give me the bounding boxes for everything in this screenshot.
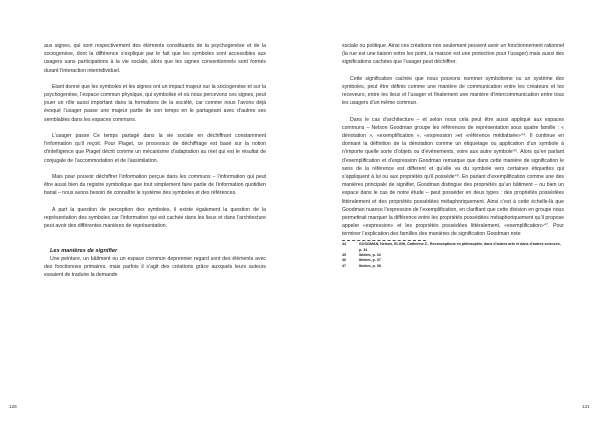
left-page <box>44 42 266 279</box>
body-paragraph: A part la question de perception des symboles, il existe également la question de la représentation des symboles car l’information qui est cachée dans les lieux et dans l’architecture peut avoir des différentes manières de représentation. <box>44 206 266 230</box>
footnote-number: 45 <box>342 253 346 258</box>
footnote <box>342 242 564 253</box>
body-paragraph: aux signes, qui sont respectivement des éléments constituants de la psychogenèse et de la sociogenèse, dont la différence s’explique par le fait que les symboles sont accessibles aux usagers sans participations à la vie sociale, alors que les signes conventionnels sont formés durant l’interaction interindividuel. <box>44 43 266 74</box>
body-paragraph: Dans le cas d’architecture – et selon nous cela peut être aussi appliqué aux espaces communs – Nelson Goodman groupe les références de représentation sous quatre famille : « dénotation », «exemplification », «expression »et «référence médiatisée»⁴⁴. Il continue en donnant la définition de la dénotation comme un étiquetage ou application d’un symbole à n’importe quelle sorte d’objets ou d’événements, voire aux autre symbole⁴⁵. Alors qu’en parlant d’exemplification et d’expression Goodman remarque que dans cette manière de signification le sens de la référence est different et qu’elle va du symbole vers certaines étiquettes qui s’appliquent à lui ou aux propriétés qu’il possède⁴⁶. En parlant d’exemplification comme une des manières principale de signifier, Goodman distingue des propriétés qu’un bâtiment – ou bien un espace dans le cas de notre étude – peut posséder en deux types : des propriétés possédées littéralement et des propriétés possédées métaphoriquement. Ainsi c’est à cette échelle-là que Goodman nuance l’expression de l’exemplification, en clarifiant que cette division en groupe nous permettrait marquer la différence entre les propriétés possédées métaphoriquement qu’il propose appeler «expression» et les propriétés possédées littéralement, «exemplification»⁴⁷. Pour terminer l’explication des familles des manières de signification Goodman note <box>342 116 564 238</box>
footnote-text: Ibidem, p. 37 <box>359 258 381 263</box>
footnote-number: 44 <box>342 242 346 247</box>
footnote-text: Ibidem, p. 38 <box>359 263 381 268</box>
body-paragraph: L’usager passe Ce temps partagé dans la vie sociale en déchiffrant constamment l’information qu’il reçoit. Pour Piaget, ce processus de déchiffrage est basé sur la notion d’intelligence que Piaget décrit comme un mécanisme d’adaptation au réel qui est le résultat de conjugale de l’accommodation et de l’assimilation. <box>44 133 266 164</box>
footnote-text: GOODMAN, Nelson, ELGIN, Catherine Z., Reconceptions en philosophie, dans d’autres arts et dans d’autres sciences, p. 34 <box>359 242 561 252</box>
body-paragraph: sociale ou politique. Ainsi ces créations non seulement peuvent avoir un fonctionnement rationnel (la rue est une liaison entre les point, la maison est une protection pour l’usager) mais aussi des significations cachées que l’usager peut déchiffrer. <box>342 43 564 66</box>
right-page <box>342 42 564 269</box>
page-number-left: 128 <box>9 404 17 409</box>
footnote-rule <box>342 240 426 241</box>
footnote-number: 47 <box>342 263 346 268</box>
footnote <box>342 264 564 269</box>
page-number-right: 131 <box>582 404 590 409</box>
body-paragraph: Mais pour pouvoir déchiffrer l’information perçue dans les communs – l’information qui peut être aussi bien du registre symbolique que tout simplement faire partie de l’information quotidien banal – nous avons besoin de connaître le système des symboles et des références. <box>44 173 266 197</box>
footnote-text: Ibidem, p. 34 <box>359 253 381 258</box>
footnote-number: 46 <box>342 258 346 263</box>
body-paragraph: Cette signification cachée que nous pouvons nommer symbolisme ou un système des symboles, peut être définis comme une manière de communication entre les créateurs et les receveurs, entre les lieux et l’usager et finalement une manière d’intercommunication entre tous les usagers d’un même commun. <box>342 75 564 107</box>
body-paragraph: Etant donné que les symboles et les signes ont un impact majeur sur la sociogenèse et sur la psychogenèse, l’espace commun physique, qui symbolise et où nous percevons ces signes, peut jouer un rôle aussi important dans la formations de la société, car comme nous l’avons déjà évoqué l’usager passe une majeur partie de son temps en le partageant avec d’autres ses semblables dans les espaces communs. <box>44 83 266 123</box>
footnotes <box>342 242 564 268</box>
body-paragraph: Une peinture, un bâtiment ou un espace commun deprennier regard sont des éléments avec des fonctionnes primaires, mais parfois il s’agit des créations grâce auxquels leurs auteurs essaient de traduire la demande <box>44 255 266 279</box>
section-subheading: Les manières de signifier <box>50 247 118 254</box>
